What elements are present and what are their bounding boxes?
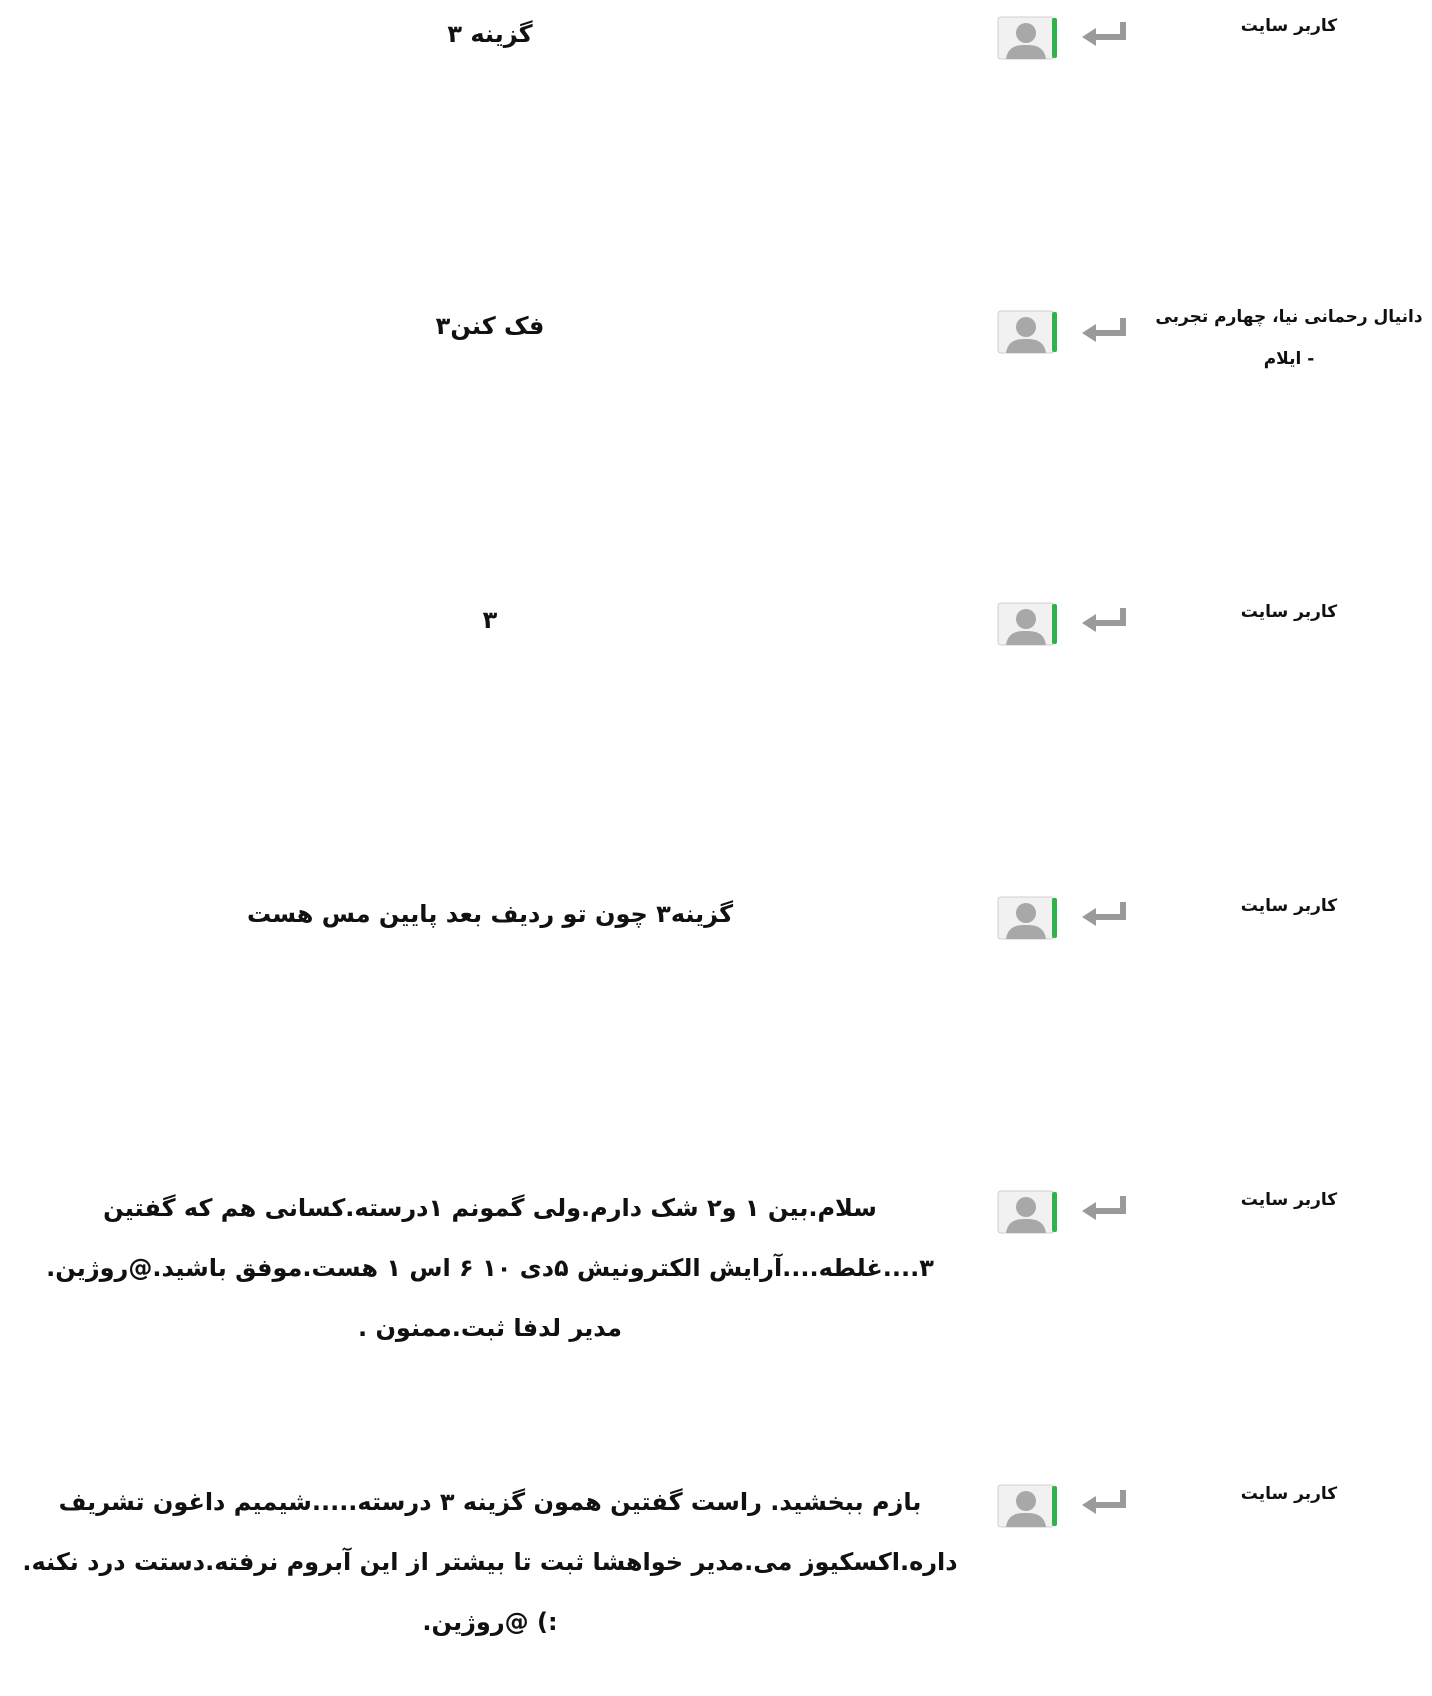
comment-message: گزینه۳ چون تو ردیف بعد پایین مس هست bbox=[246, 900, 734, 928]
comment-username: کاربر سایت bbox=[1240, 1190, 1338, 1210]
default-user-avatar-icon bbox=[996, 1482, 1062, 1530]
comment-message: سلام.بین ۱ و۲ شک دارم.ولی گمونم ۱درسته.کسانی هم که گفتین ۳....غلطه....آرایش الکترونیش ۵دی ۱۰ ۶ اس ۱ هست.موفق باشید.@روژین. مدیر لدفا ثبت.ممنون . bbox=[46, 1194, 934, 1342]
comment-message: گزینه ۳ bbox=[447, 20, 533, 48]
comment-username: کاربر سایت bbox=[1240, 1484, 1338, 1504]
default-user-avatar-icon bbox=[996, 1188, 1062, 1236]
comment-username: کاربر سایت bbox=[1240, 896, 1338, 916]
comment-message: فک کنن۳ bbox=[435, 312, 545, 340]
reply-arrow-icon[interactable] bbox=[1080, 606, 1128, 632]
comment-username: کاربر سایت bbox=[1240, 602, 1338, 622]
reply-arrow-icon[interactable] bbox=[1080, 900, 1128, 926]
default-user-avatar-icon bbox=[996, 14, 1062, 62]
comment-username: کاربر سایت bbox=[1240, 16, 1338, 36]
comment-message: ۳ bbox=[482, 606, 498, 634]
default-user-avatar-icon bbox=[996, 600, 1062, 648]
reply-arrow-icon[interactable] bbox=[1080, 1194, 1128, 1220]
reply-arrow-icon[interactable] bbox=[1080, 316, 1128, 342]
comment-message: بازم ببخشید. راست گفتین همون گزینه ۳ درسته.....شیمیم داغون تشریف داره.اکسکیوز می.مدیر خواهشا ثبت تا بیشتر از این آبروم نرفته.دستت درد نکنه. :) @روژین. bbox=[22, 1488, 958, 1636]
comment-username: دانیال رحمانی نیا، چهارم تجربی - ایلام bbox=[1155, 307, 1423, 369]
default-user-avatar-icon bbox=[996, 894, 1062, 942]
default-user-avatar-icon bbox=[996, 308, 1062, 356]
reply-arrow-icon[interactable] bbox=[1080, 1488, 1128, 1514]
reply-arrow-icon[interactable] bbox=[1080, 20, 1128, 46]
